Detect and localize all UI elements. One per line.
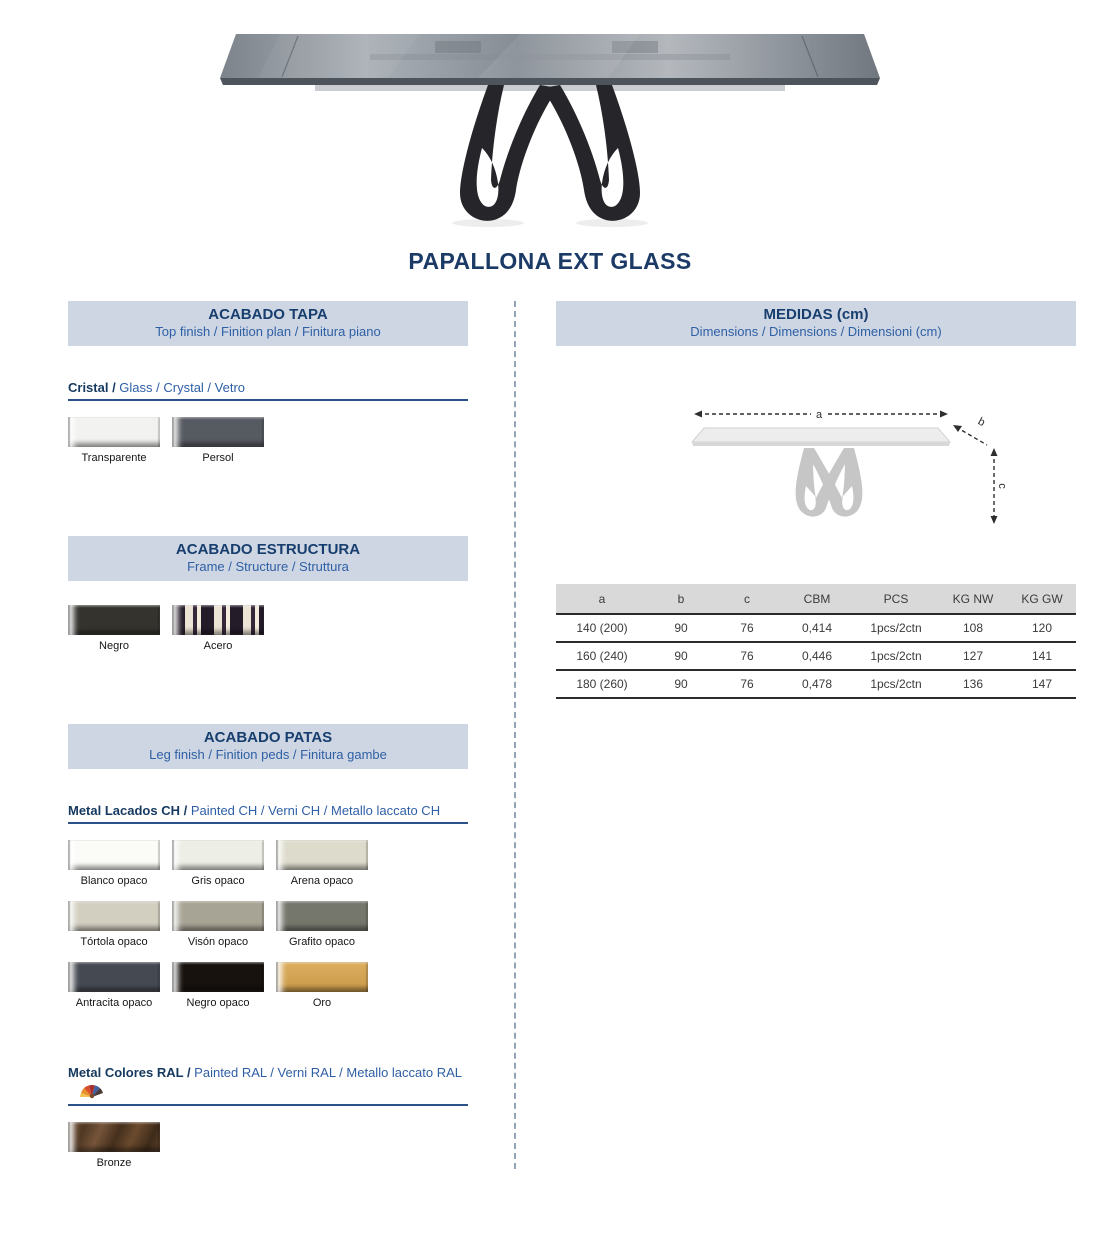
swatch-persol (172, 417, 264, 464)
swatch-label: Tórtola opaco (80, 936, 148, 948)
swatch-label: Acero (203, 640, 233, 652)
ral-fan-icon (78, 1080, 106, 1100)
top-finish-subtitle: Top finish / Finition plan / Finitura piano (155, 324, 381, 339)
product-title: PAPALLONA EXT GLASS (408, 248, 692, 274)
diagram-table-top (692, 428, 950, 442)
swatch-label: Oro (312, 997, 332, 1009)
swatch-label: Negro (99, 640, 129, 652)
swatch-color-grafito-opaco (276, 901, 368, 931)
swatch-label: Bronze (96, 1157, 132, 1169)
dimensions-diagram (556, 398, 1076, 548)
swatch-label: Visón opaco (187, 936, 249, 948)
table-row (556, 642, 1076, 670)
dimensions-column (556, 301, 1076, 699)
leg-finish-subtitle: Leg finish / Finition peds / Finitura gambe (149, 747, 387, 762)
table-cell: 147 (1008, 670, 1076, 698)
dimension-c-label: c (996, 483, 1008, 489)
column-divider (514, 301, 516, 1169)
dimensions-diagram-graphic (556, 398, 1076, 548)
medidas-subtitle: Dimensions / Dimensions / Dimensioni (cm) (690, 324, 942, 339)
table-cell: 0,478 (780, 670, 854, 698)
table-header-cell: b (648, 584, 714, 614)
measurements-table (556, 584, 1076, 699)
table-cell: 1pcs/2ctn (854, 614, 938, 642)
table-cell: 120 (1008, 614, 1076, 642)
diagram-table-edge (692, 442, 950, 446)
swatch-color-arena-opaco (276, 840, 368, 870)
swatch-color-negro-opaco (172, 962, 264, 992)
lacados-ch-group-label (68, 803, 468, 824)
table-cell: 127 (938, 642, 1008, 670)
swatch-negro (68, 605, 160, 652)
swatch-negro-opaco (172, 962, 264, 1009)
product-photo (220, 28, 880, 228)
glass-edge (220, 78, 880, 85)
table-cell: 180 (260) (556, 670, 648, 698)
swatch-acero (172, 605, 264, 652)
table-cell: 1pcs/2ctn (854, 642, 938, 670)
lacados-ch-label-rest: Painted CH / Verni CH / Metallo laccato CH (187, 803, 441, 818)
colores-ral-label-rest: Painted RAL / Verni RAL / Metallo laccato RAL (190, 1065, 463, 1080)
table-cell: 90 (648, 614, 714, 642)
table-cell: 76 (714, 614, 780, 642)
swatch-gris-opaco (172, 840, 264, 887)
table-cell: 0,414 (780, 614, 854, 642)
lacados-ch-label-bold: Metal Lacados CH / (68, 803, 188, 818)
table-header-cell: PCS (854, 584, 938, 614)
table-cell: 1pcs/2ctn (854, 670, 938, 698)
table-header-row (556, 584, 1076, 614)
swatch-color-tortola-opaco (68, 901, 160, 931)
table-header-cell: KG GW (1008, 584, 1076, 614)
lacados-ch-swatch-grid (68, 840, 468, 1009)
swatch-color-bronze (68, 1122, 160, 1152)
table-cell: 160 (240) (556, 642, 648, 670)
dimension-a-label: a (815, 409, 823, 421)
swatch-color-gris-opaco (172, 840, 264, 870)
colores-ral-label-bold: Metal Colores RAL / (68, 1065, 191, 1080)
table-cell: 90 (648, 670, 714, 698)
table-cell: 136 (938, 670, 1008, 698)
swatch-label: Transparente (81, 452, 147, 464)
leg-finish-title: ACABADO PATAS (203, 729, 333, 746)
swatch-blanco-opaco (68, 840, 160, 887)
swatch-label: Gris opaco (191, 875, 245, 887)
glass-group-label-rest: Glass / Crystal / Vetro (115, 380, 246, 395)
swatch-label: Negro opaco (186, 997, 250, 1009)
swatch-color-persol (172, 417, 264, 447)
frame-finish-subtitle: Frame / Structure / Struttura (187, 559, 349, 574)
butterfly-legs (460, 85, 640, 221)
table-cell: 76 (714, 642, 780, 670)
content-columns (0, 301, 1100, 1169)
top-finish-title: ACABADO TAPA (208, 306, 328, 323)
swatch-color-acero (172, 605, 264, 635)
table-cell: 140 (200) (556, 614, 648, 642)
swatch-color-blanco-opaco (68, 840, 160, 870)
swatch-grafito-opaco (276, 901, 368, 948)
glass-group-label-bold: Cristal / (68, 380, 116, 395)
swatch-color-negro (68, 605, 160, 635)
swatch-label: Blanco opaco (80, 875, 148, 887)
table-header-cell: CBM (780, 584, 854, 614)
glass-group-label (68, 380, 468, 401)
swatch-antracita-opaco (68, 962, 160, 1009)
swatch-color-antracita-opaco (68, 962, 160, 992)
frame-finish-header (68, 536, 468, 581)
finishes-column (68, 301, 468, 1169)
table-cell: 90 (648, 642, 714, 670)
table-cell: 141 (1008, 642, 1076, 670)
swatch-color-vison-opaco (172, 901, 264, 931)
table-header-cell: c (714, 584, 780, 614)
top-finish-header (68, 301, 468, 346)
table-header-cell: a (556, 584, 648, 614)
product-photo-graphic (220, 28, 880, 228)
swatch-arena-opaco (276, 840, 368, 887)
medidas-title: MEDIDAS (cm) (763, 306, 869, 323)
section-top-finish (68, 301, 468, 464)
swatch-color-oro (276, 962, 368, 992)
table-cell: 0,446 (780, 642, 854, 670)
section-frame-finish (68, 536, 468, 652)
table-row (556, 614, 1076, 642)
frame-swatch-row (68, 605, 468, 652)
swatch-oro (276, 962, 368, 1009)
colores-ral-swatch-row (68, 1122, 468, 1169)
swatch-bronze (68, 1122, 160, 1169)
section-leg-finish (68, 724, 468, 1169)
colores-ral-group-label (68, 1065, 468, 1106)
swatch-transparente (68, 417, 160, 464)
frame-finish-title: ACABADO ESTRUCTURA (175, 541, 361, 558)
dimension-b-line (956, 427, 987, 445)
medidas-header (556, 301, 1076, 346)
diagram-table-legs (796, 448, 863, 517)
swatch-vison-opaco (172, 901, 264, 948)
dimension-b-label: b (975, 415, 987, 430)
table-cell: 76 (714, 670, 780, 698)
swatch-label: Antracita opaco (75, 997, 153, 1009)
table-cell: 108 (938, 614, 1008, 642)
glass-swatch-row (68, 417, 468, 464)
swatch-color-transparente (68, 417, 160, 447)
table-header-cell: KG NW (938, 584, 1008, 614)
leg-finish-header (68, 724, 468, 769)
swatch-tortola-opaco (68, 901, 160, 948)
table-row (556, 670, 1076, 698)
swatch-label: Persol (202, 452, 234, 464)
swatch-label: Arena opaco (290, 875, 354, 887)
swatch-label: Grafito opaco (288, 936, 356, 948)
